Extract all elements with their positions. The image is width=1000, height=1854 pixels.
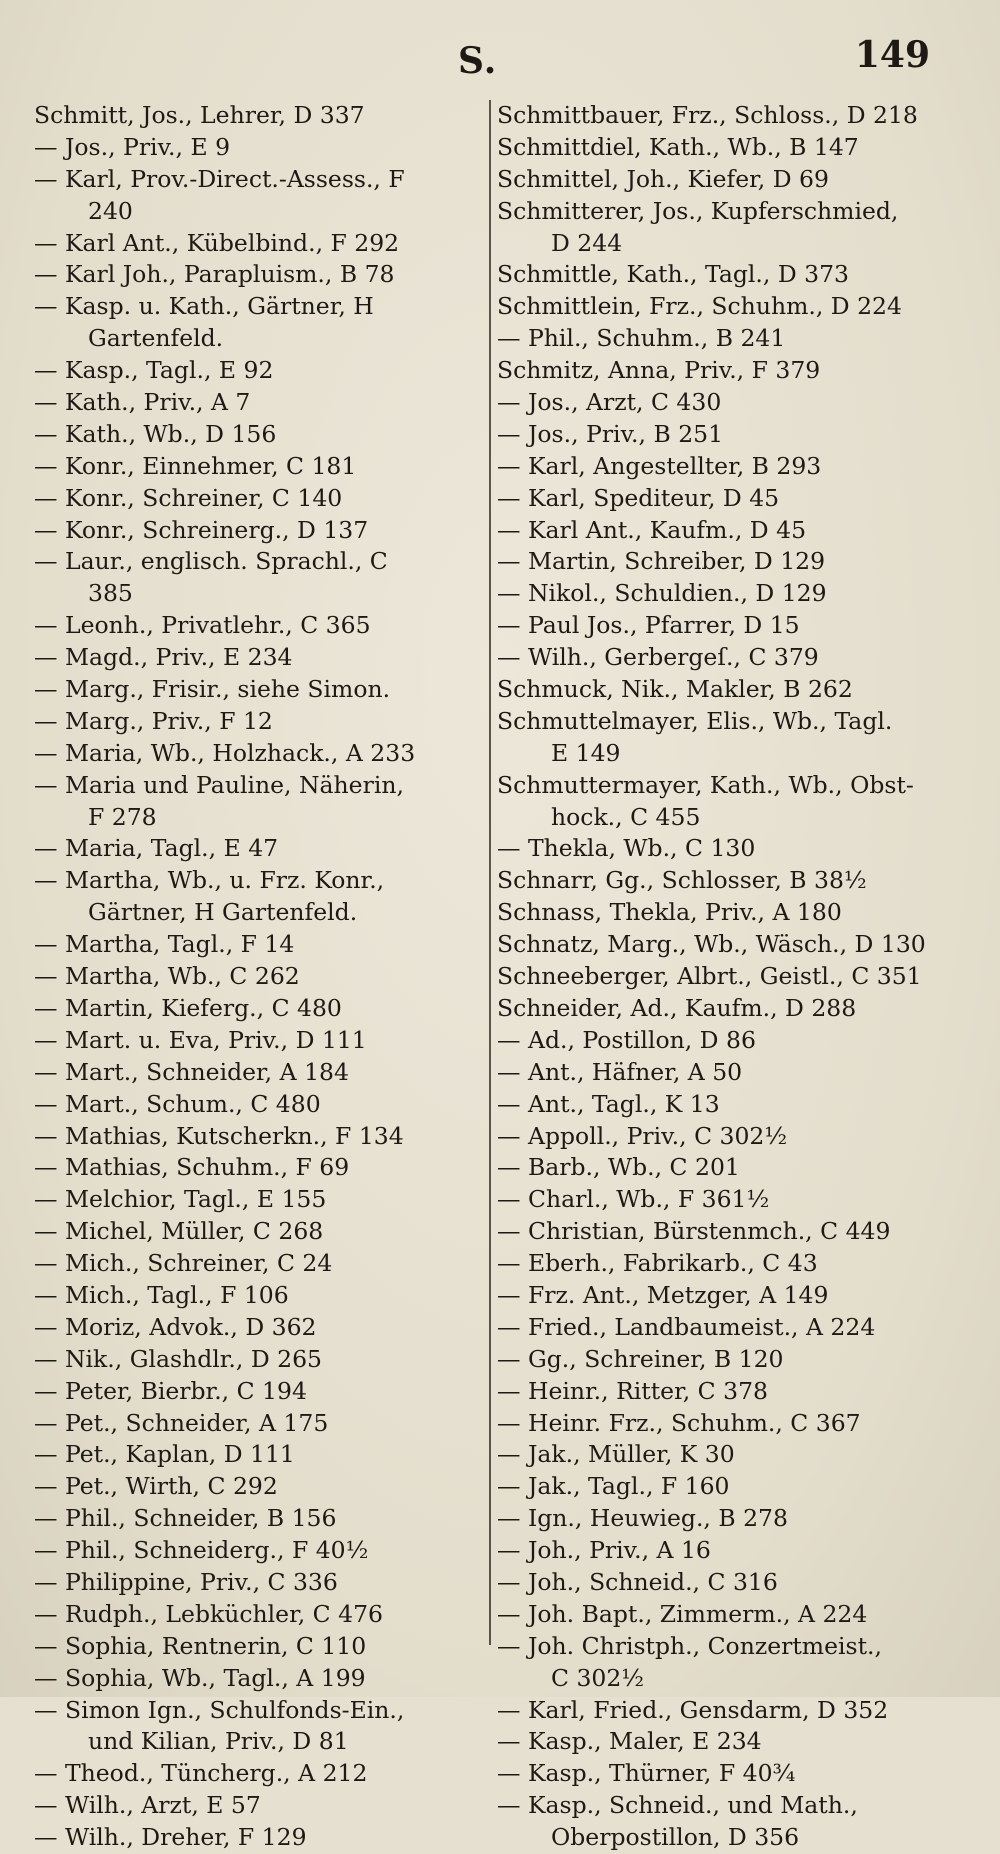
- directory-entry: — Karl Ant., Kaufm., D 45: [497, 515, 807, 544]
- entry-continuation: 240: [88, 196, 133, 225]
- directory-entry: — Kath., Wb., D 156: [34, 419, 277, 448]
- directory-entry: Schnatz, Marg., Wb., Wäsch., D 130: [497, 930, 926, 959]
- directory-entry: — Konr., Einnehmer, C 181: [34, 451, 357, 480]
- directory-entry: — Joh., Schneid., C 316: [497, 1567, 778, 1596]
- directory-entry: — Thekla, Wb., C 130: [497, 834, 756, 863]
- entry-continuation: D 244: [551, 228, 623, 257]
- directory-entry: — Ad., Postillon, D 86: [497, 1025, 756, 1054]
- directory-entry: — Nik., Glashdlr., D 265: [34, 1344, 322, 1373]
- directory-entry: — Mart., Schum., C 480: [34, 1089, 321, 1118]
- directory-entry: — Melchior, Tagl., E 155: [34, 1185, 327, 1214]
- directory-entry: — Wilh., Gerbergeſ., C 379: [497, 643, 819, 672]
- directory-entry: — Pet., Wirth, C 292: [34, 1472, 278, 1501]
- directory-entry: — Gg., Schreiner, B 120: [497, 1344, 784, 1373]
- directory-entry: — Michel, Müller, C 268: [34, 1217, 324, 1246]
- directory-entry: — Heinr., Ritter, C 378: [497, 1376, 768, 1405]
- directory-entry: — Theod., Tüncherg., A 212: [34, 1759, 368, 1788]
- page-header: [0, 34, 1000, 94]
- directory-entry: — Eberh., Fabrikarb., C 43: [497, 1249, 818, 1278]
- directory-entry: — Kasp. u. Kath., Gärtner, H: [34, 292, 374, 321]
- directory-entry: Schmitterer, Jos., Kupferschmied,: [497, 196, 899, 225]
- column-divider: [489, 100, 491, 1645]
- directory-entry: — Sophia, Wb., Tagl., A 199: [34, 1663, 366, 1692]
- directory-entry: — Mart. u. Eva, Priv., D 111: [34, 1025, 367, 1054]
- right-column: [497, 100, 967, 1854]
- directory-entry: Schmuck, Nik., Makler, B 262: [497, 675, 853, 704]
- directory-entry: — Barb., Wb., C 201: [497, 1153, 740, 1182]
- entry-continuation: Gärtner, H Gartenfeld.: [88, 898, 358, 927]
- directory-entry: — Pet., Kaplan, D 111: [34, 1440, 295, 1469]
- directory-entry: — Christian, Bürstenmch., C 449: [497, 1217, 891, 1246]
- directory-entry: Schmittlein, Frz., Schuhm., D 224: [497, 292, 902, 321]
- directory-entry: Schmitt, Jos., Lehrer, D 337: [34, 101, 365, 129]
- directory-entry: — Wilh., Arzt, E 57: [34, 1791, 261, 1820]
- directory-entry: — Konr., Schreiner, C 140: [34, 483, 343, 512]
- directory-entry: Schneider, Ad., Kaufm., D 288: [497, 993, 857, 1022]
- directory-entry: — Kasp., Tagl., E 92: [34, 356, 274, 385]
- directory-entry: — Jos., Priv., B 251: [497, 419, 724, 448]
- directory-entry: — Karl Joh., Parapluism., B 78: [34, 260, 395, 289]
- directory-entry: — Martha, Tagl., F 14: [34, 930, 295, 959]
- section-letter: S.: [458, 40, 498, 82]
- entry-continuation: F 278: [88, 802, 157, 831]
- directory-entry: — Martin, Kieferg., C 480: [34, 993, 342, 1022]
- directory-entry: — Marg., Frisir., siehe Simon.: [34, 675, 391, 704]
- directory-entry: — Jak., Müller, K 30: [497, 1440, 735, 1469]
- directory-entry: — Leonh., Privatlehr., C 365: [34, 611, 371, 640]
- directory-entry: — Karl, Spediteur, D 45: [497, 483, 780, 512]
- directory-entry: Schmittle, Kath., Tagl., D 373: [497, 260, 849, 289]
- directory-entry: — Nikol., Schuldien., D 129: [497, 579, 827, 608]
- directory-entry: — Konr., Schreinerg., D 137: [34, 515, 369, 544]
- entry-continuation: hock., C 455: [551, 802, 701, 831]
- directory-entry: Schmittbauer, Frz., Schloss., D 218: [497, 101, 918, 129]
- entry-continuation: 385: [88, 579, 133, 608]
- directory-entry: Schmittel, Joh., Kiefer, D 69: [497, 164, 829, 193]
- directory-entry: — Martha, Wb., C 262: [34, 962, 300, 991]
- directory-entry: — Laur., englisch. Sprachl., C: [34, 547, 388, 576]
- directory-entry: — Joh. Bapt., Zimmerm., A 224: [497, 1599, 868, 1628]
- directory-entry: — Appoll., Priv., C 302½: [497, 1121, 788, 1150]
- directory-entry: — Karl, Angestellter, B 293: [497, 451, 822, 480]
- entry-continuation: E 149: [551, 738, 621, 767]
- directory-entry: — Jos., Arzt, C 430: [497, 388, 722, 417]
- directory-entry: — Charl., Wb., F 361½: [497, 1185, 770, 1214]
- directory-entry: — Mich., Schreiner, C 24: [34, 1249, 333, 1278]
- directory-entry: — Heinr. Frz., Schuhm., C 367: [497, 1408, 861, 1437]
- directory-entry: — Maria, Wb., Holzhack., A 233: [34, 738, 416, 767]
- directory-entry: — Sophia, Rentnerin, C 110: [34, 1631, 367, 1660]
- directory-entry: — Peter, Bierbr., C 194: [34, 1376, 307, 1405]
- directory-entry: — Maria, Tagl., E 47: [34, 834, 279, 863]
- entry-continuation: Gartenfeld.: [88, 324, 224, 353]
- directory-entry: — Jak., Tagl., F 160: [497, 1472, 730, 1501]
- directory-entry: — Phil., Schneiderg., F 40½: [34, 1536, 369, 1565]
- directory-entry: — Ant., Tagl., K 13: [497, 1089, 720, 1118]
- directory-entry: — Wilh., Dreher, F 129: [34, 1823, 307, 1852]
- directory-entry: — Kasp., Maler, E 234: [497, 1727, 762, 1756]
- directory-entry: Schmitz, Anna, Priv., F 379: [497, 356, 821, 385]
- directory-entry: — Marg., Priv., F 12: [34, 706, 273, 735]
- directory-entry: — Kasp., Schneid., und Math.,: [497, 1791, 858, 1820]
- directory-entry: Schmuttelmayer, Elis., Wb., Tagl.: [497, 706, 893, 735]
- directory-entry: — Martha, Wb., u. Frz. Konr.,: [34, 866, 385, 895]
- directory-entry: Schmittdiel, Kath., Wb., B 147: [497, 132, 859, 161]
- directory-entry: — Kasp., Thürner, F 40¾: [497, 1759, 796, 1788]
- directory-entry: — Kath., Priv., A 7: [34, 388, 251, 417]
- directory-entry: — Maria und Pauline, Näherin,: [34, 770, 404, 799]
- directory-entry: — Rudph., Lebküchler, C 476: [34, 1599, 383, 1628]
- directory-entry: — Joh. Christph., Conzertmeist.,: [497, 1631, 882, 1660]
- directory-entry: Schmuttermayer, Kath., Wb., Obst-: [497, 770, 914, 799]
- directory-entry: — Phil., Schneider, B 156: [34, 1504, 337, 1533]
- directory-entry: — Phil., Schuhm., B 241: [497, 324, 786, 353]
- directory-entry: — Ant., Häfner, A 50: [497, 1057, 743, 1086]
- directory-entry: — Paul Jos., Pfarrer, D 15: [497, 611, 800, 640]
- directory-entry: — Mart., Schneider, A 184: [34, 1057, 349, 1086]
- directory-entry: — Mich., Tagl., F 106: [34, 1280, 289, 1309]
- directory-entry: Schnass, Thekla, Priv., A 180: [497, 898, 842, 927]
- directory-entry: — Mathias, Kutscherkn., F 134: [34, 1121, 404, 1150]
- directory-entry: — Pet., Schneider, A 175: [34, 1408, 329, 1437]
- directory-entry: Schneeberger, Albrt., Geistl., C 351: [497, 962, 922, 991]
- directory-entry: — Ign., Heuwieg., B 278: [497, 1504, 788, 1533]
- directory-entry: — Jos., Priv., E 9: [34, 132, 231, 161]
- directory-entry: — Martin, Schreiber, D 129: [497, 547, 826, 576]
- directory-entry: — Karl, Fried., Gensdarm, D 352: [497, 1695, 889, 1724]
- directory-entry: — Mathias, Schuhm., F 69: [34, 1153, 350, 1182]
- directory-entry: — Joh., Priv., A 16: [497, 1536, 711, 1565]
- directory-entry: — Fried., Landbaumeist., A 224: [497, 1312, 876, 1341]
- left-column: [34, 100, 482, 1854]
- directory-entry: — Moriz, Advok., D 362: [34, 1312, 317, 1341]
- entry-continuation: und Kilian, Priv., D 81: [88, 1727, 349, 1756]
- directory-entry: — Philippine, Priv., C 336: [34, 1567, 338, 1596]
- entry-continuation: Oberpostillon, D 356: [551, 1823, 800, 1852]
- directory-entry: — Karl Ant., Kübelbind., F 292: [34, 228, 400, 257]
- directory-entry: Schnarr, Gg., Schlosser, B 38½: [497, 866, 867, 895]
- directory-entry: — Frz. Ant., Metzger, A 149: [497, 1280, 829, 1309]
- entry-continuation: C 302½: [551, 1663, 645, 1692]
- page-number: 149: [854, 34, 930, 76]
- directory-entry: — Simon Ign., Schulfonds-Ein.,: [34, 1695, 405, 1724]
- directory-entry: — Karl, Prov.-Direct.-Assess., F: [34, 164, 405, 193]
- directory-entry: — Magd., Priv., E 234: [34, 643, 293, 672]
